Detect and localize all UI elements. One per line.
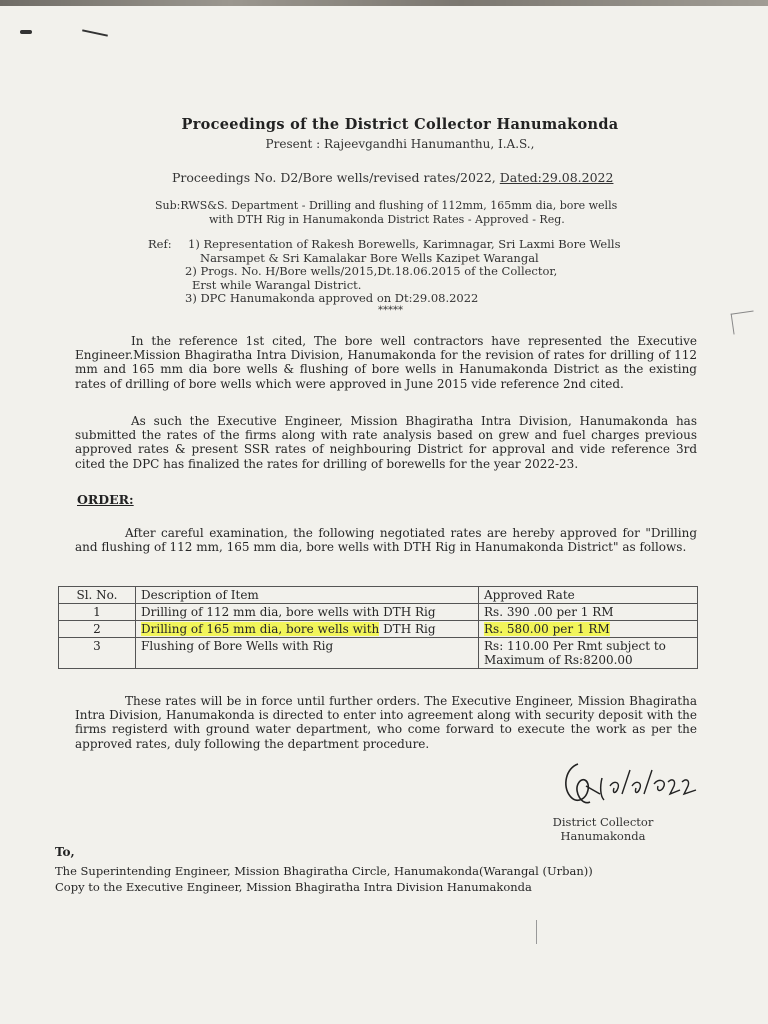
presiding-officer: Present : Rajeevgandhi Hanumanthu, I.A.S., xyxy=(265,137,535,151)
punch-mark xyxy=(20,30,32,34)
to-label: To, xyxy=(55,845,75,859)
paragraph-4: These rates will be in force until further orders. The Executive Engineer, Mission Bhagiratha Intra Division, Hanumakonda is directed to enter into agreement along with security deposit with the firms registerd with ground water department, who come forward to execute the work as per the approved rates, duly following the department procedure. xyxy=(75,694,697,751)
reference-1b: Narsampet & Sri Kamalakar Bore Wells Kazipet Warangal xyxy=(200,250,539,265)
row-3-rate-line-2: Maximum of Rs:8200.00 xyxy=(484,653,633,667)
subject-block xyxy=(155,199,685,227)
table-row xyxy=(59,621,698,638)
table-row xyxy=(59,604,698,621)
reference-2a: 2) Progs. No. H/Bore wells/2015,Dt.18.06.2015 of the Collector, xyxy=(185,264,558,279)
signatory-block xyxy=(548,815,658,843)
highlighted-text: Drilling of 165 mm dia, bore wells with xyxy=(141,622,380,636)
stray-mark xyxy=(536,920,537,944)
row-1-description: Drilling of 112 mm dia, bore wells with DTH Rig xyxy=(136,604,479,621)
scan-top-edge xyxy=(0,0,768,6)
handwritten-signature xyxy=(556,756,716,818)
row-3-description: Flushing of Bore Wells with Rig xyxy=(136,638,479,669)
proceedings-no-text: Proceedings No. D2/Bore wells/revised rates/2022, xyxy=(172,170,496,185)
row-2-sl: 2 xyxy=(59,621,136,638)
document-title: Proceedings of the District Collector Hanumakonda xyxy=(181,116,619,133)
separator-stars: ***** xyxy=(378,304,403,316)
pen-stroke-mark xyxy=(82,29,108,36)
subject-line-2: with DTH Rig in Hanumakonda District Rates - Approved - Reg. xyxy=(209,213,565,226)
row-3-rate xyxy=(479,638,698,669)
row-1-rate: Rs. 390 .00 per 1 RM xyxy=(479,604,698,621)
row-3-rate-line-1: Rs: 110.00 Per Rmt subject to xyxy=(484,639,666,653)
paragraph-2: As such the Executive Engineer, Mission Bhagiratha Intra Division, Hanumakonda has submitted the rates of the firms along with rate analysis based on grew and fuel charges previous approved rates & present SSR rates of neighbouring District for approval and vide reference 3rd cited the DPC has finalized the rates for drilling of borewells for the year 2022-23. xyxy=(75,414,697,471)
row-1-sl: 1 xyxy=(59,604,136,621)
proceedings-date: Dated:29.08.2022 xyxy=(499,170,614,185)
copy-to-line: Copy to the Executive Engineer, Mission Bhagiratha Intra Division Hanumakonda xyxy=(55,880,532,894)
recipient-line-1: The Superintending Engineer, Mission Bhagiratha Circle, Hanumakonda(Warangal (Urban)) xyxy=(55,864,593,878)
header-approved-rate: Approved Rate xyxy=(479,587,698,604)
references-label: Ref: xyxy=(148,237,172,251)
order-heading: ORDER: xyxy=(77,492,134,507)
signature-scribble xyxy=(556,756,716,818)
references-block xyxy=(148,238,708,316)
subject-line-1: Sub:RWS&S. Department - Drilling and flushing of 112mm, 165mm dia, bore wells xyxy=(155,199,618,212)
proceedings-number xyxy=(172,170,613,185)
reference-3: 3) DPC Hanumakonda approved on Dt:29.08.2022 xyxy=(185,291,479,306)
paragraph-1: In the reference 1st cited, The bore well contractors have represented the Executive Engineer.Mission Bhagiratha Intra Division, Hanumakonda for the revision of rates for drilling of 112 mm and 165 mm dia bore wells & flushing of bore wells in Hanumakonda District as the existing rates of drilling of bore wells which were approved in June 2015 vide reference 2nd cited. xyxy=(75,334,697,391)
paragraph-3: After careful examination, the following negotiated rates are hereby approved for "Drilling and flushing of 112 mm, 165 mm dia, bore wells with DTH Rig in Hanumakonda District" as follows. xyxy=(75,526,697,555)
reference-2b: Erst while Warangal District. xyxy=(192,277,362,292)
highlighted-rate: Rs. 580.00 per 1 RM xyxy=(484,622,610,636)
page-fold-mark xyxy=(731,311,757,335)
signatory-designation: District Collector xyxy=(552,815,654,829)
reference-1a: 1) Representation of Rakesh Borewells, Karimnagar, Sri Laxmi Bore Wells xyxy=(188,237,621,251)
row-2-rate xyxy=(479,621,698,638)
table-row xyxy=(59,638,698,669)
row-2-description-rest: DTH Rig xyxy=(379,622,436,636)
signatory-place: Hanumakonda xyxy=(560,829,646,843)
header-sl-no: Sl. No. xyxy=(59,587,136,604)
header-description: Description of Item xyxy=(136,587,479,604)
table-header-row xyxy=(59,587,698,604)
row-2-description xyxy=(136,621,479,638)
row-3-sl: 3 xyxy=(59,638,136,669)
rates-table xyxy=(58,586,698,669)
